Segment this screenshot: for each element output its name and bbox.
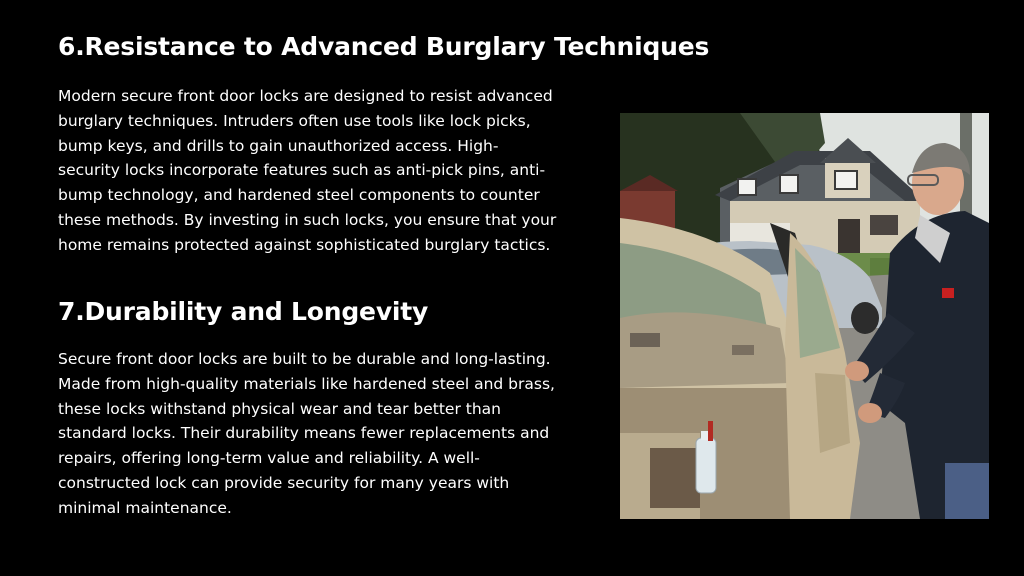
- section-7-paragraph: Secure front door locks are built to be durable and long-lasting. Made from high-quality materials like hardened steel and brass, these locks withstand physical wear and tear better than standard locks. Their durability means fewer replacements and repairs, offering long-term value and reliability. A well-constructed lock can provide security for many years with minimal maintenance.: [58, 350, 555, 517]
- section-6-heading: 6.Resistance to Advanced Burglary Techniques: [58, 32, 710, 61]
- section-6-paragraph: Modern secure front door locks are designed to resist advanced burglary techniques. Intruders often use tools like lock picks, bump keys, and drills to gain unauthorized access. High-security locks incorporate features such as anti-pick pins, anti-bump technology, and hardened steel components to counter these methods. By investing in such locks, you ensure that your home remains protected against sophisticated burglary tactics.: [58, 87, 557, 254]
- locksmith-car-door-photo: [620, 113, 989, 519]
- section-7-heading: 7.Durability and Longevity: [58, 297, 429, 326]
